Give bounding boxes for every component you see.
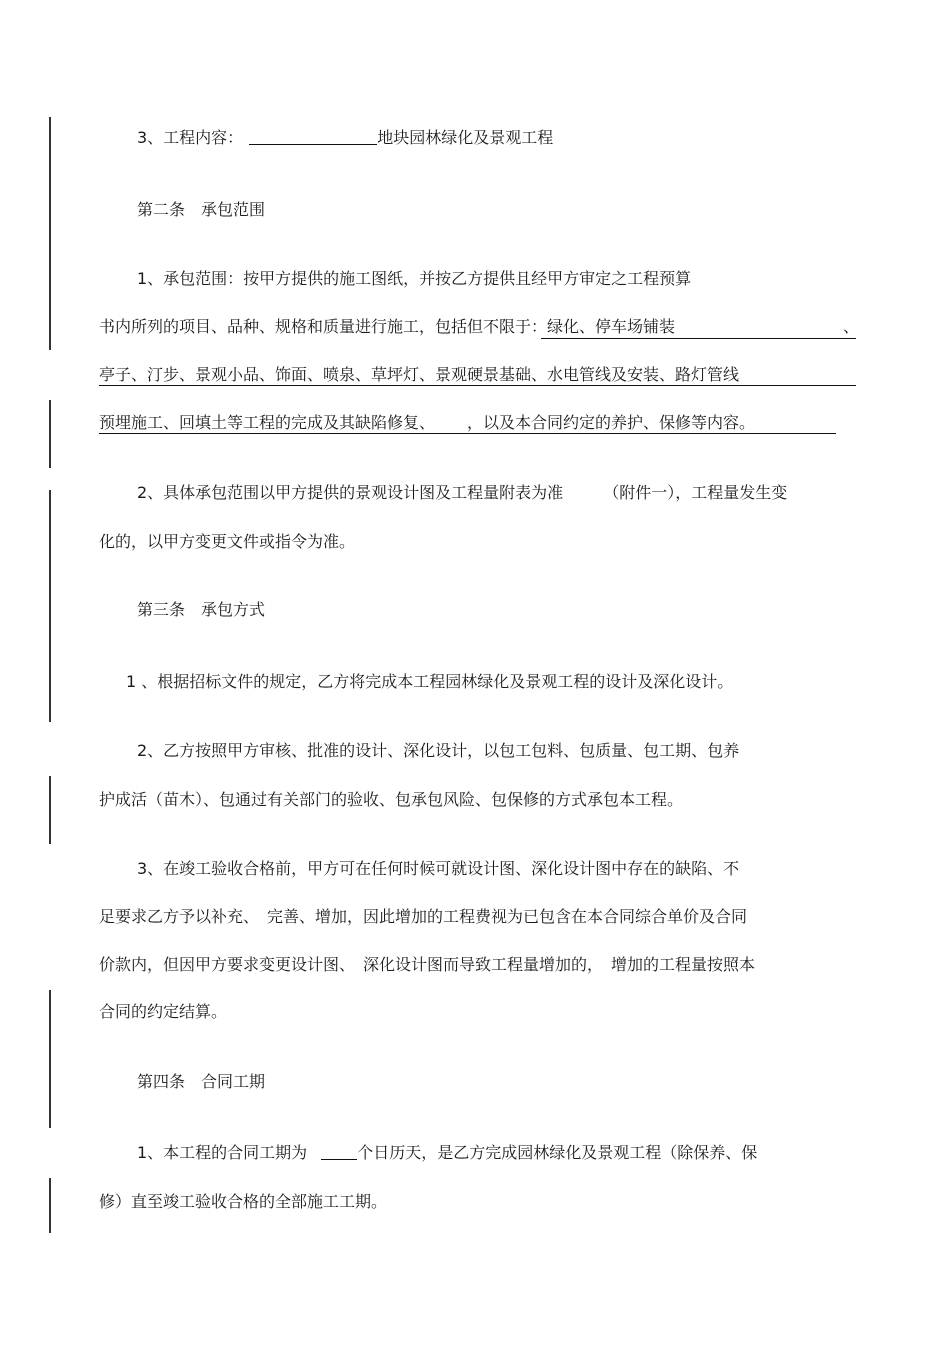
margin-bar <box>49 400 51 468</box>
margin-bar <box>49 117 51 350</box>
underline-rule <box>541 338 856 339</box>
clause3-p3-line4: 合同的约定结算。 <box>99 1002 228 1021</box>
underline-rule <box>99 385 856 386</box>
clause3-heading: 第三条 承包方式 <box>137 600 266 619</box>
clause3-p2-line2: 护成活（苗木）、包通过有关部门的验收、包承包风险、包保修的方式承包本工程。 <box>99 790 684 809</box>
clause3-p3-line3: 价款内，但因甲方要求变更设计图、 深化设计图而导致工程量增加的， 增加的工程量按照本 <box>99 955 756 974</box>
clause2-p1-line2-b: 限于：绿化、停车场铺装 <box>499 317 676 336</box>
clause2-p1-line3: 亭子、汀步、景观小品、饰面、喷泉、草坪灯、景观硬景基础、水电管线及安装、路灯管线 <box>99 365 740 384</box>
margin-bar <box>49 1178 51 1233</box>
clause2-p2-line1 <box>137 482 787 504</box>
item3-blank <box>249 128 377 145</box>
clause2-p1-line4 <box>99 412 755 434</box>
clause4-p1-line1 <box>137 1142 757 1164</box>
clause4-p1-line2: 修）直至竣工验收合格的全部施工工期。 <box>99 1192 388 1211</box>
clause3-p3-line2: 足要求乙方予以补充、 完善、增加，因此增加的工程费视为已包含在本合同综合单价及合同 <box>99 907 748 926</box>
clause4-p1-line1-a: 1、本工程的合同工期为 <box>137 1143 308 1162</box>
item3-label: 3、工程内容： <box>137 128 244 147</box>
clause2-p1-line2-c: 、 <box>843 317 860 336</box>
clause3-p3-line1: 3、在竣工验收合格前，甲方可在任何时候可就设计图、深化设计图中存在的缺陷、不 <box>137 859 740 878</box>
underline-rule <box>99 433 836 434</box>
item3-line <box>137 127 553 149</box>
duration-blank <box>321 1143 357 1160</box>
clause2-p1-line2 <box>99 316 675 338</box>
clause2-p1-line4-a: 预埋施工、回填土等工程的完成及其缺陷修复、 <box>99 413 436 432</box>
margin-bar <box>49 776 51 844</box>
clause2-p1-line4-b: ，以及本合同约定的养护、保修等内容。 <box>467 413 756 432</box>
item3-suffix: 地块园林绿化及景观工程 <box>377 128 554 147</box>
clause3-p1: 1 、根据招标文件的规定，乙方将完成本工程园林绿化及景观工程的设计及深化设计。 <box>126 672 734 691</box>
clause3-p2-line1: 2、乙方按照甲方审核、批准的设计、深化设计，以包工包料、包质量、包工期、包养 <box>137 741 740 760</box>
clause2-p1-line1: 1、承包范围：按甲方提供的施工图纸，并按乙方提供且经甲方审定之工程预算 <box>137 269 692 288</box>
clause4-p1-line1-b: 个日历天，是乙方完成园林绿化及景观工程（除保养、保 <box>357 1143 758 1162</box>
margin-bar <box>49 490 51 722</box>
clause2-p1-line2-a: 书内所列的项目、品种、规格和质量进行施工，包括但不 <box>99 317 500 336</box>
clause4-heading: 第四条 合同工期 <box>137 1072 266 1091</box>
margin-bar <box>49 990 51 1128</box>
clause2-p2-line2: 化的，以甲方变更文件或指令为准。 <box>99 532 356 551</box>
clause2-p2-line1-a: 2、具体承包范围以甲方提供的景观设计图及工程量附表为准 <box>137 483 564 502</box>
clause2-p2-line1-b: （附件一），工程量发生变 <box>603 483 788 502</box>
clause2-heading: 第二条 承包范围 <box>137 200 266 219</box>
